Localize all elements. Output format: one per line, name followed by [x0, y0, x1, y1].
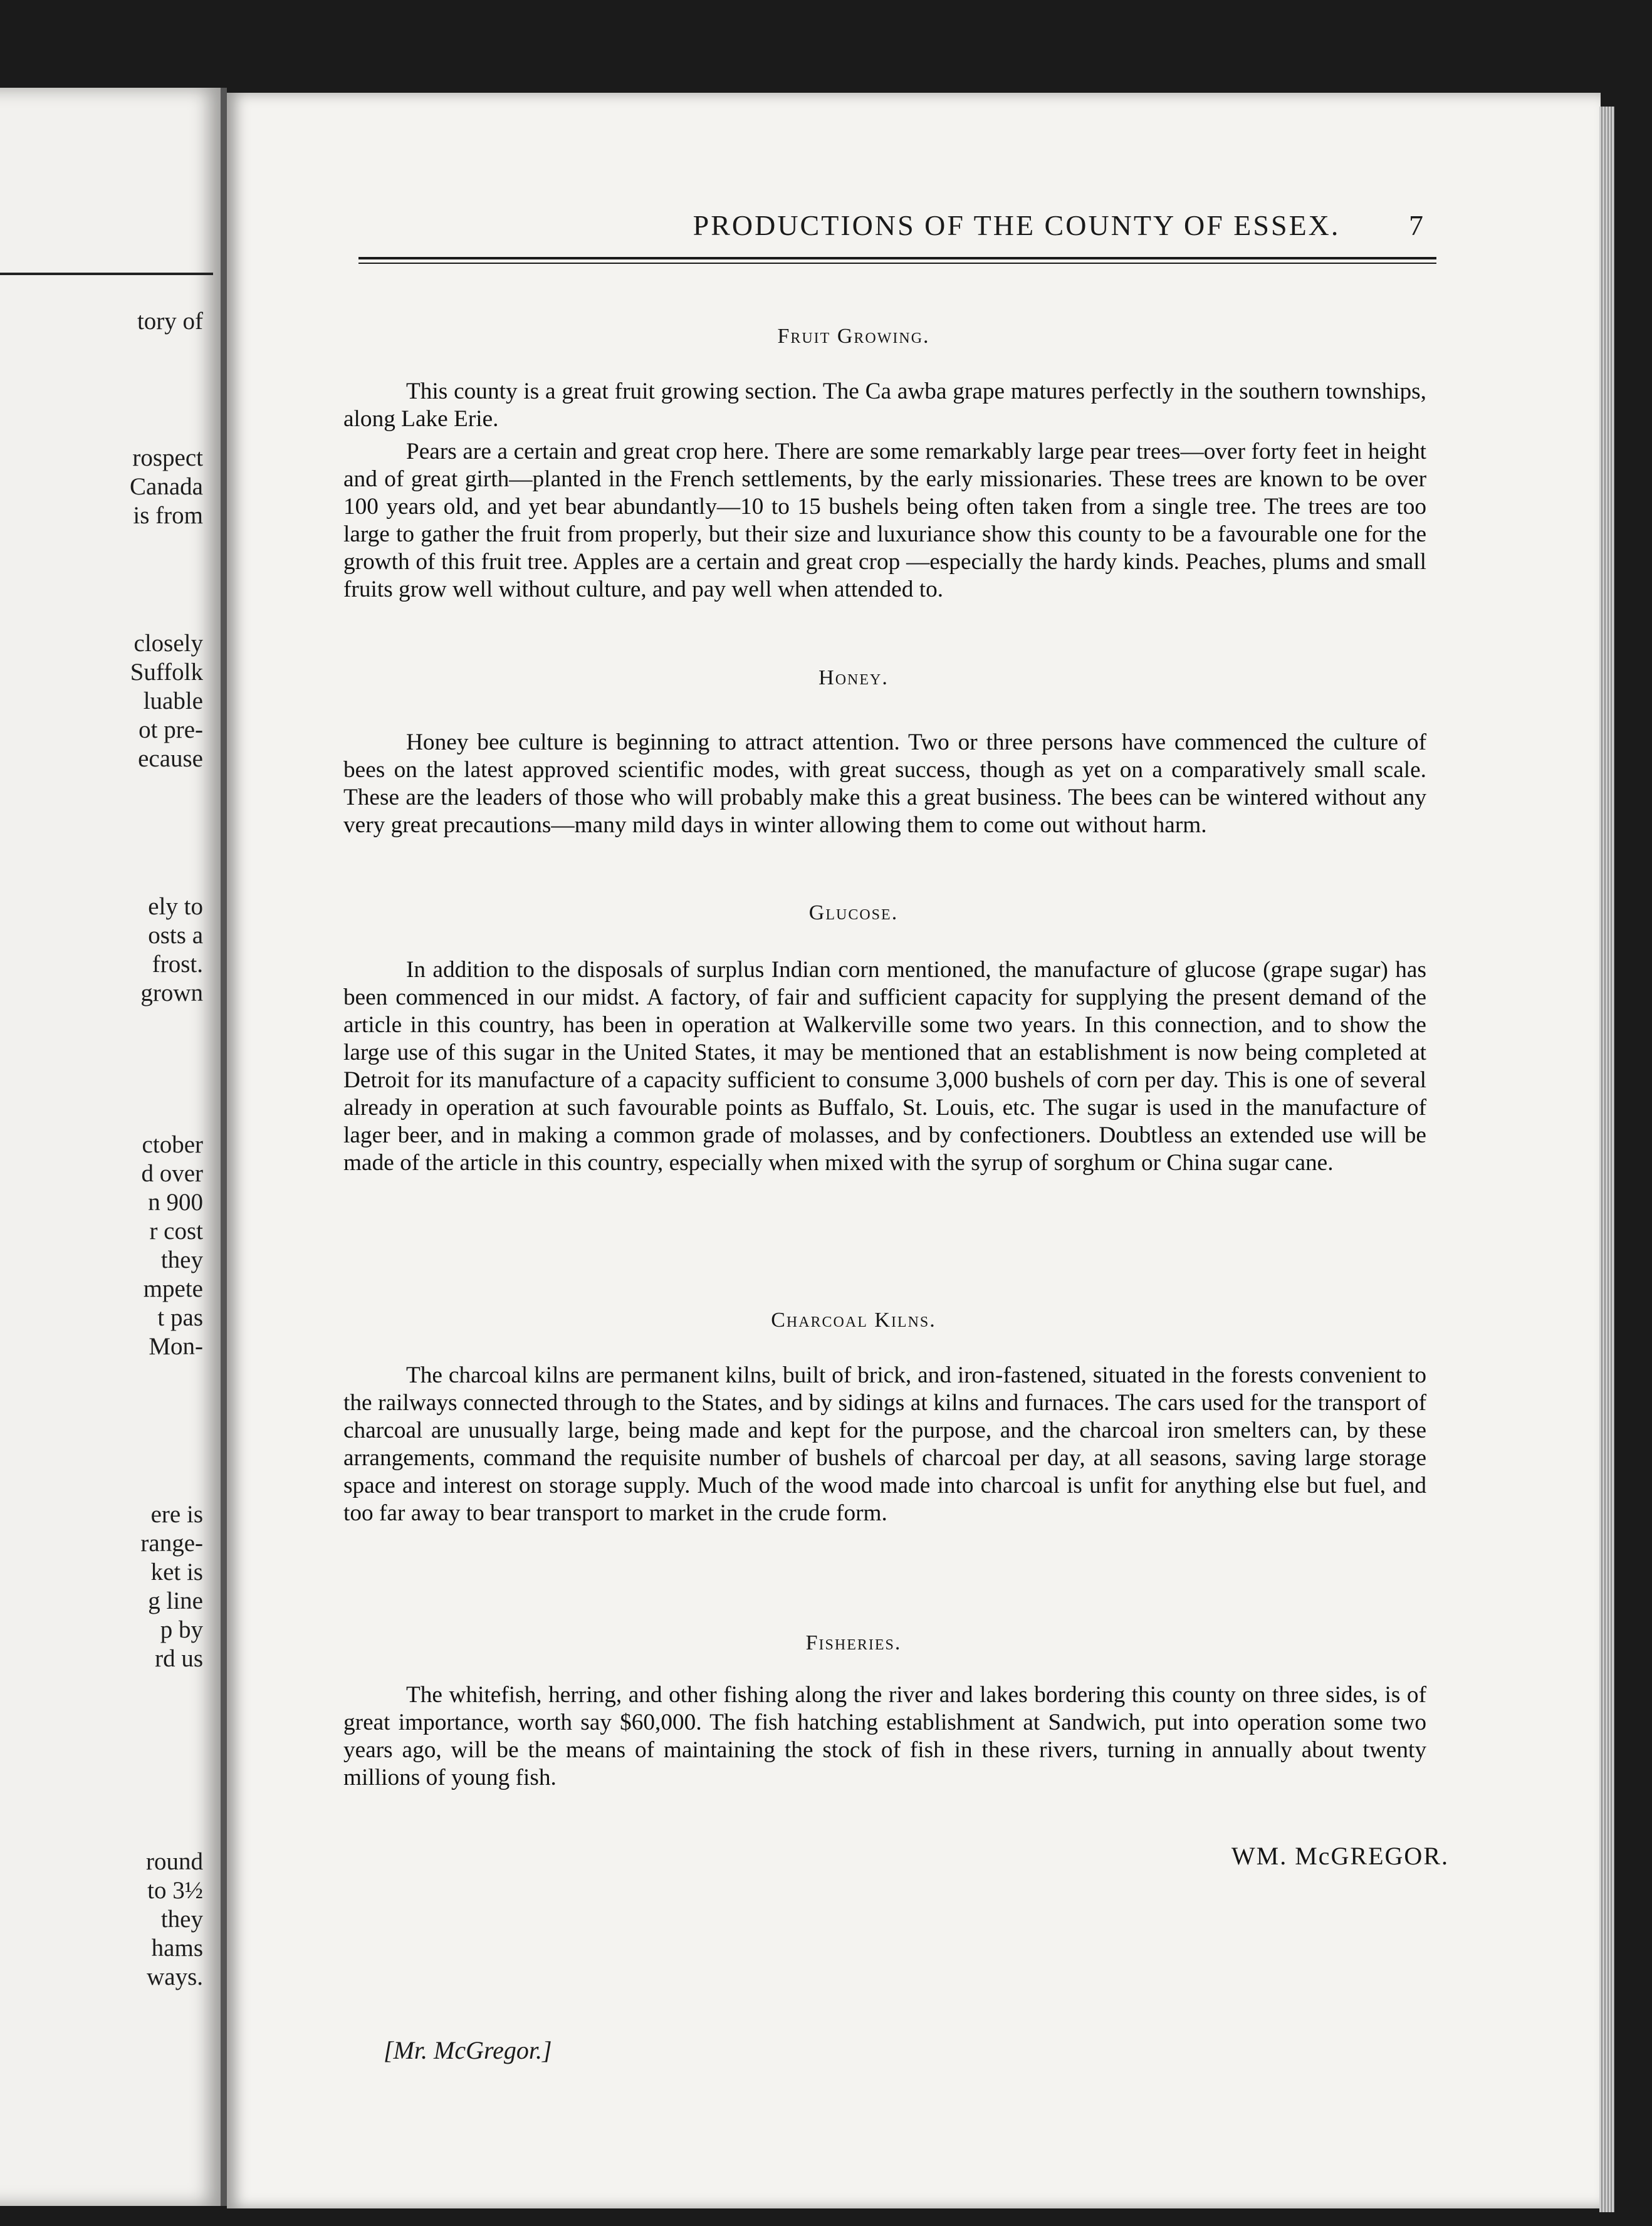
left-fragment: to 3½ — [147, 1877, 203, 1904]
header-double-rule — [358, 257, 1436, 264]
left-fragment: d over — [141, 1160, 203, 1187]
left-fragment: rospect — [132, 444, 203, 471]
left-fragment: Mon- — [149, 1333, 203, 1360]
paragraph-charcoal: The charcoal kilns are permanent kilns, built of brick, and iron-fastened, situated in the forests convenient to the railways connected through to the States, and by sidings at kilns and furnaces. The cars used for the transport of charcoal are unusually large, being made and kept for the purpose, and the charcoal iron smelters can, by these arrangements, command the requisite number of bushels of charcoal per day, at all seasons, saving large storage space and interest on storage supply. Much of the wood made into charcoal is unfit for anything else but fuel, and too far away to bear transport to market in the crude form. — [343, 1362, 1426, 1526]
signature: WM. McGREGOR. — [1231, 1842, 1449, 1870]
left-fragment: they — [160, 1246, 203, 1273]
left-fragment: n 900 — [148, 1189, 203, 1216]
left-fragment: p by — [160, 1616, 203, 1643]
left-fragment: osts a — [148, 922, 203, 949]
section-title-fruit-growing: Fruit Growing. — [777, 325, 930, 348]
section-title-fisheries: Fisheries. — [805, 1631, 902, 1654]
left-facing-page — [0, 88, 227, 2206]
author-credit: [Mr. McGregor.] — [384, 2036, 552, 2064]
section-title-charcoal-kilns: Charcoal Kilns. — [771, 1309, 936, 1332]
left-fragment: round — [146, 1848, 203, 1875]
left-fragment: g line — [148, 1587, 203, 1614]
left-fragment: Canada — [130, 473, 203, 500]
left-fragment: t pas — [157, 1304, 203, 1331]
left-fragment: ket is — [150, 1559, 203, 1586]
left-fragment: rd us — [155, 1645, 203, 1672]
left-fragment: frost. — [152, 951, 203, 978]
page-stack-edge — [1599, 107, 1614, 2212]
left-fragment: tory of — [137, 308, 203, 335]
running-head: PRODUCTIONS OF THE COUNTY OF ESSEX. — [693, 209, 1341, 241]
left-fragment: ecause — [138, 745, 203, 772]
left-page-rule — [0, 273, 213, 275]
left-fragment: ways. — [147, 1963, 203, 1990]
paragraph-fruit-2: Pears are a certain and great crop here. There are some remarkably large pear trees—over forty feet in height and of great girth—planted in the French settlements, by the early missionaries. These trees are known to be over 100 years old, and yet bear abundantly—10 to 15 bushels being often taken from a single tree. The trees are too large to gather the fruit from properly, but their size and luxuriance show this county to be a favourable one for the growth of this fruit tree. Apples are a certain and great crop —especially the hardy kinds. Peaches, plums and small fruits grow well without culture, and pay well when attended to. — [343, 439, 1426, 602]
left-fragment: closely — [133, 630, 203, 657]
left-fragment: luable — [143, 687, 203, 714]
left-fragment: range- — [140, 1530, 203, 1557]
left-fragment: hams — [151, 1935, 203, 1962]
paragraph-honey: Honey bee culture is beginning to attract attention. Two or three persons have commenced the culture of bees on the latest approved scientific modes, with great success, though as yet on a comparatively small scale. These are the leaders of those who will probably make this a great business. The bees can be wintered without any very great precautions—many mild days in winter allowing them to come out without harm. — [343, 729, 1426, 838]
paragraph-fisheries: The whitefish, herring, and other fishing along the river and lakes bordering this county on three sides, is of great importance, worth say $60,000. The fish hatching establishment at Sandwich, put into operation some two years ago, will be the means of maintaining the stock of fish in these rivers, turning in annually about twenty millions of young fish. — [343, 1682, 1426, 1790]
left-fragment: r cost — [149, 1218, 203, 1245]
main-page — [227, 93, 1601, 2208]
paragraph-glucose: In addition to the disposals of surplus Indian corn mentioned, the manufacture of glucose (grape sugar) has been commenced in our midst. A factory, of fair and sufficient capacity for supplying the present demand of the article in this country, has been in operation at Walkerville some two years. In this connection, and to show the large use of this sugar in the United States, it may be mentioned that an establishment is now being completed at Detroit for its manufacture of a capacity sufficient to consume 3,000 bushels of corn per day. This is one of several already in operation at such favourable points as Buffalo, St. Louis, etc. The sugar is used in the manufacture of lager beer, and in making a common grade of molasses, and by confectioners. Doubtless an extended use will be made of the article in this country, especially when mixed with the syrup of sorghum or China sugar cane. — [343, 957, 1426, 1176]
section-title-glucose: Glucose. — [808, 901, 899, 924]
left-fragment: ctober — [142, 1131, 203, 1158]
page-number: 7 — [1409, 209, 1423, 241]
left-fragment: Suffolk — [130, 659, 203, 686]
left-fragment: grown — [140, 980, 203, 1006]
left-fragment: they — [160, 1906, 203, 1933]
left-fragment: ere is — [150, 1501, 203, 1528]
left-fragment: ot pre- — [139, 716, 203, 743]
left-fragment: mpete — [143, 1275, 203, 1302]
left-fragment: is from — [133, 502, 203, 529]
section-title-honey: Honey. — [818, 666, 889, 689]
paragraph-fruit-1: This county is a great fruit growing section. The Ca awba grape matures perfectly in the southern townships, along Lake Erie. — [343, 379, 1426, 432]
left-fragment: ely to — [148, 893, 203, 920]
